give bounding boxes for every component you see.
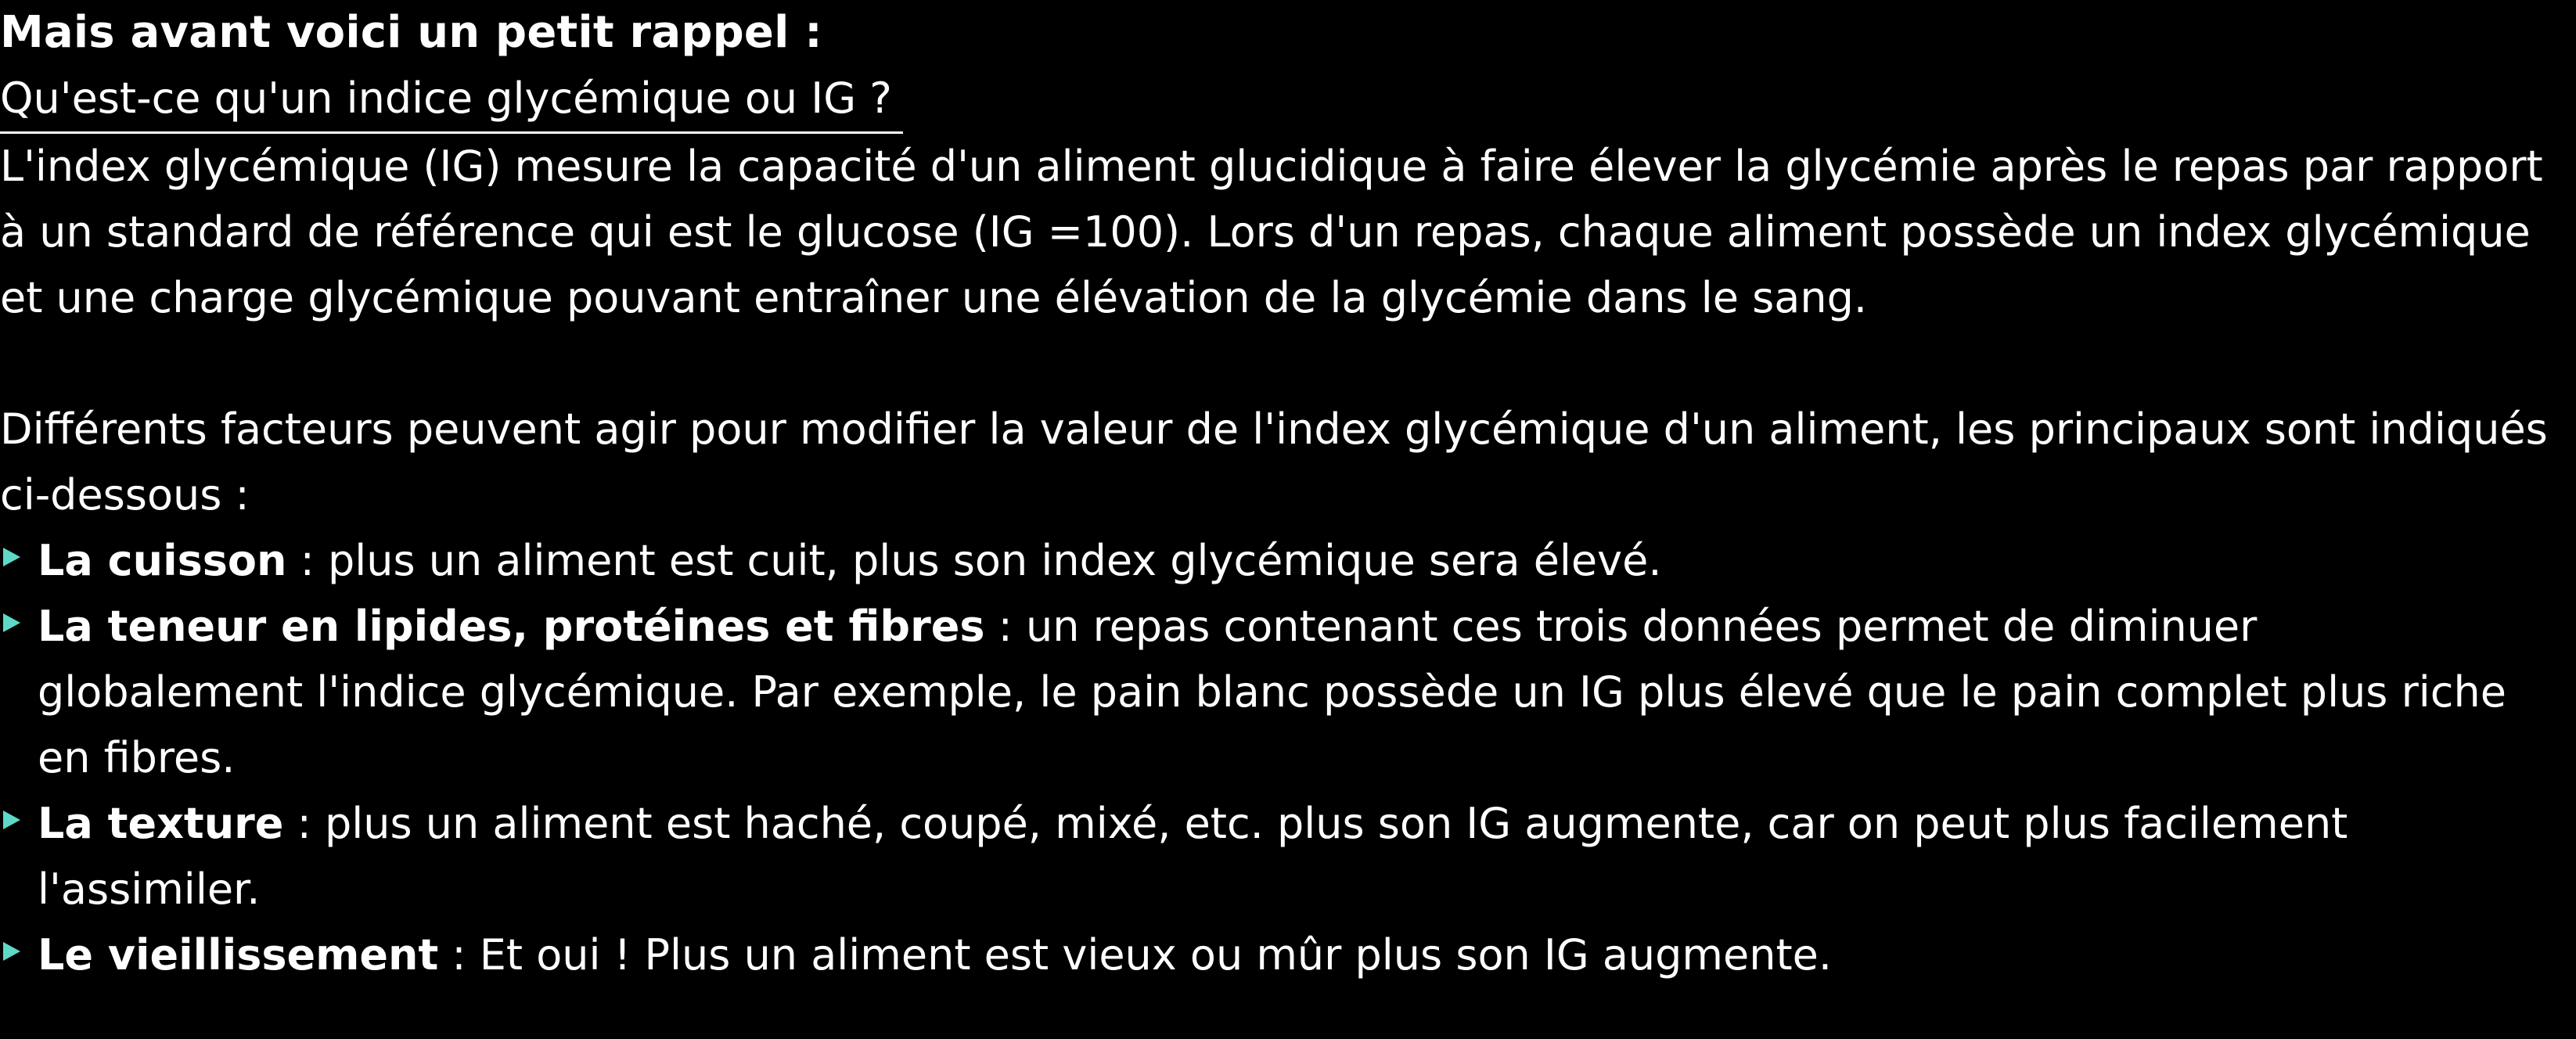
paragraph-factors-intro: Différents facteurs peuvent agir pour modifier la valeur de l'index glycémique d'un aliment, les principaux sont indiqués ci-dessous :: [0, 404, 2548, 520]
paragraph-definition: L'index glycémique (IG) mesure la capacité d'un aliment glucidique à faire élever la glycémie après le repas par rapport à un standard de référence qui est le glucose (IG =100). Lors d'un repas, chaque aliment possède un index glycémique et une charge glycémique pouvant entraîner une élévation de la glycémie dans le sang.: [0, 142, 2543, 322]
list-item-text: : Et oui ! Plus un aliment est vieux ou mûr plus son IG augmente.: [438, 930, 1833, 980]
section-subtitle: Qu'est-ce qu'un indice glycémique ou IG ?: [0, 66, 903, 134]
triangle-right-icon: [0, 528, 38, 569]
list-item: [0, 528, 2568, 594]
section-subtitle-wrapper: [0, 66, 2568, 134]
list-item-term: La texture: [38, 799, 284, 848]
list-item: [0, 594, 2568, 660]
list-item: [0, 922, 2568, 988]
triangle-right-icon: [0, 594, 38, 635]
list-item-text: : un repas contenant ces trois données permet de diminuer: [984, 602, 2258, 651]
list-item: [0, 791, 2568, 857]
list-item-text: : plus un aliment est cuit, plus son index glycémique sera élevé.: [286, 536, 1662, 585]
list-item-term: Le vieillissement: [38, 930, 439, 980]
list-item-continuation: l'assimiler.: [38, 865, 261, 914]
triangle-right-icon: [0, 791, 38, 832]
page-title: Mais avant voici un petit rappel :: [0, 7, 822, 58]
paragraph-spacer: [0, 331, 2568, 397]
triangle-right-icon: [0, 922, 38, 963]
list-item-continuation: globalement l'indice glycémique. Par exemple, le pain blanc possède un IG plus élevé que le pain complet plus riche en fibres.: [38, 667, 2506, 782]
list-item-term: La cuisson: [38, 536, 287, 585]
list-item-text: : plus un aliment est haché, coupé, mixé, etc. plus son IG augmente, car on peut plus facilement: [283, 799, 2348, 848]
list-item-term: La teneur en lipides, protéines et fibres: [38, 602, 985, 651]
